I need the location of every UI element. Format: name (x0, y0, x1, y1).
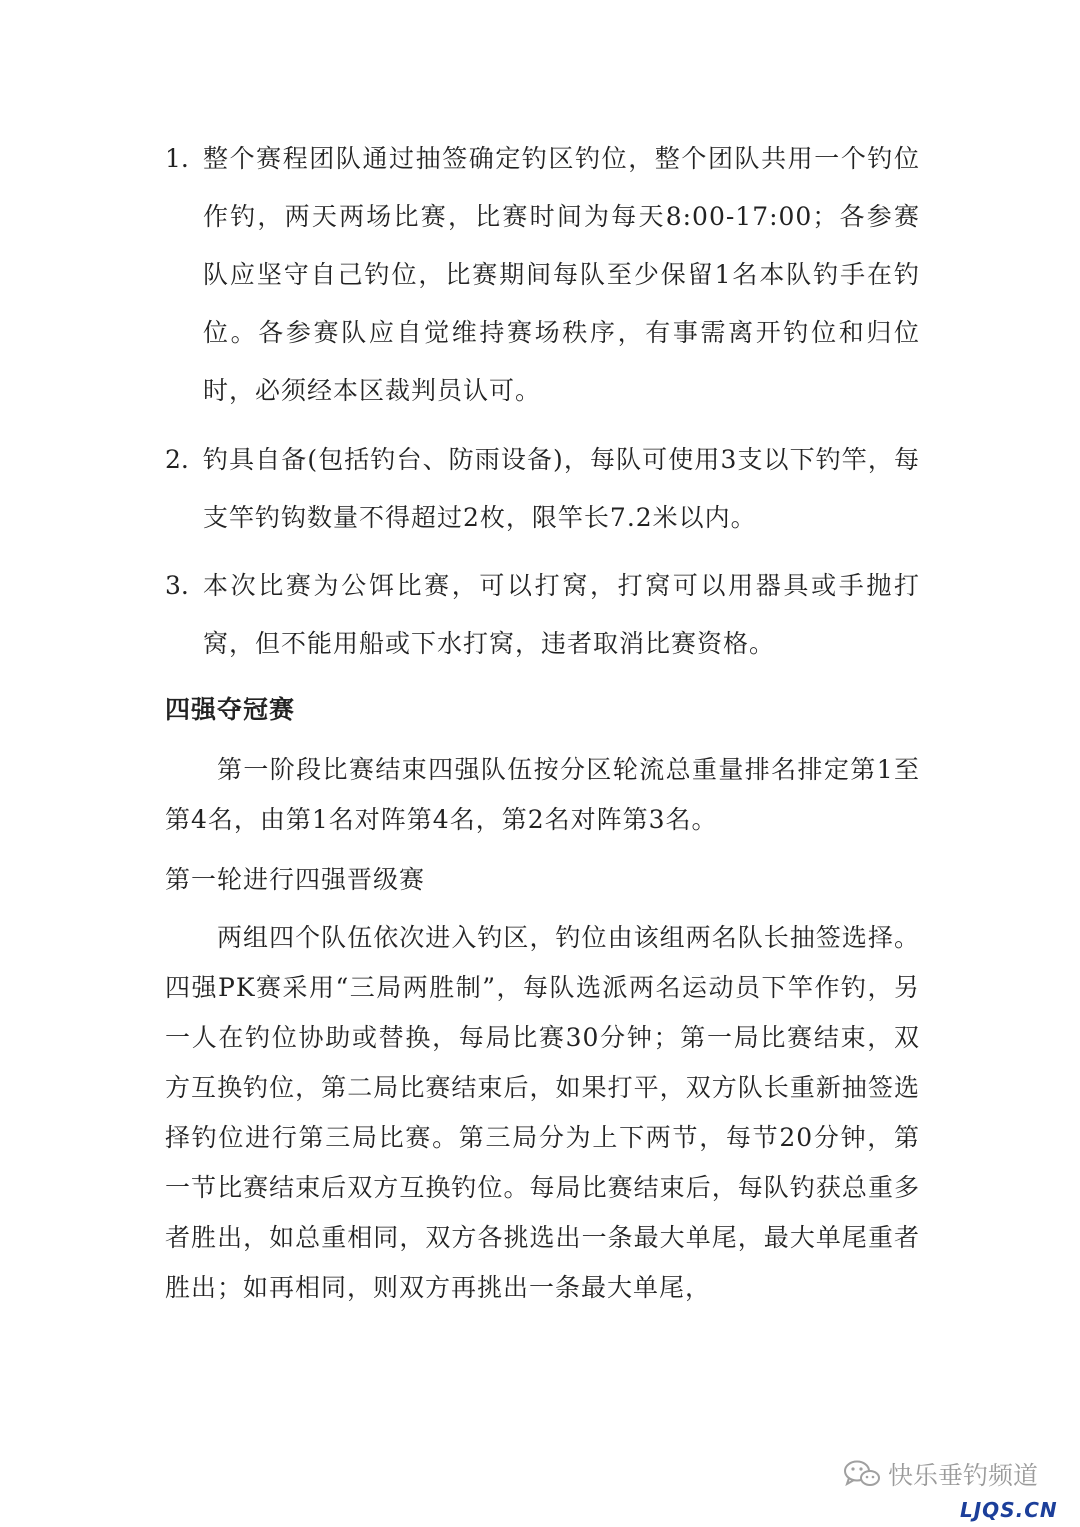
section-intro: 第一阶段比赛结束四强队伍按分区轮流总重量排名排定第1至第4名，由第1名对阵第4名，第2名对阵第3名。 (165, 755, 920, 834)
rule-item-3 (165, 557, 920, 673)
watermark (842, 1456, 1038, 1492)
rule-number: 3. (165, 571, 189, 600)
rule-number: 1. (165, 144, 189, 173)
rule-item-1 (165, 130, 920, 420)
section-heading: 四强夺冠赛 (165, 695, 296, 724)
watermark-text: 快乐垂钓频道 (888, 1461, 1039, 1490)
rule-number: 2. (165, 445, 189, 474)
rule-text: 整个赛程团队通过抽签确定钓区钓位，整个团队共用一个钓位作钓，两天两场比赛，比赛时间为每天8:00-17:00；各参赛队应坚守自己钓位，比赛期间每队至少保留1名本队钓手在钓位。各参赛队应自觉维持赛场秩序，有事需离开钓位和归位时，必须经本区裁判员认可。 (203, 144, 920, 405)
rule-text: 本次比赛为公饵比赛，可以打窝，打窝可以用器具或手抛打窝，但不能用船或下水打窝，违者取消比赛资格。 (203, 571, 920, 658)
rule-item-2 (165, 431, 920, 547)
site-logo[interactable]: LJQS.CN (960, 1498, 1058, 1522)
rule-text: 钓具自备(包括钓台、防雨设备)，每队可使用3支以下钓竿，每支竿钓钩数量不得超过2枚，限竿长7.2米以内。 (203, 445, 920, 532)
round-text: 两组四个队伍依次进入钓区，钓位由该组两名队长抽签选择。四强PK赛采用“三局两胜制”，每队选派两名运动员下竿作钓，另一人在钓位协助或替换，每局比赛30分钟；第一局比赛结束，双方互换钓位，第二局比赛结束后，如果打平，双方队长重新抽签选择钓位进行第三局比赛。第三局分为上下两节，每节20分钟，第一节比赛结束后双方互换钓位。每局比赛结束后，每队钓获总重多者胜出，如总重相同，双方各挑选出一条最大单尾，最大单尾重者胜出；如再相同，则双方再挑出一条最大单尾， (165, 923, 920, 1302)
wechat-icon (842, 1459, 882, 1489)
round-heading: 第一轮进行四强晋级赛 (165, 865, 426, 894)
